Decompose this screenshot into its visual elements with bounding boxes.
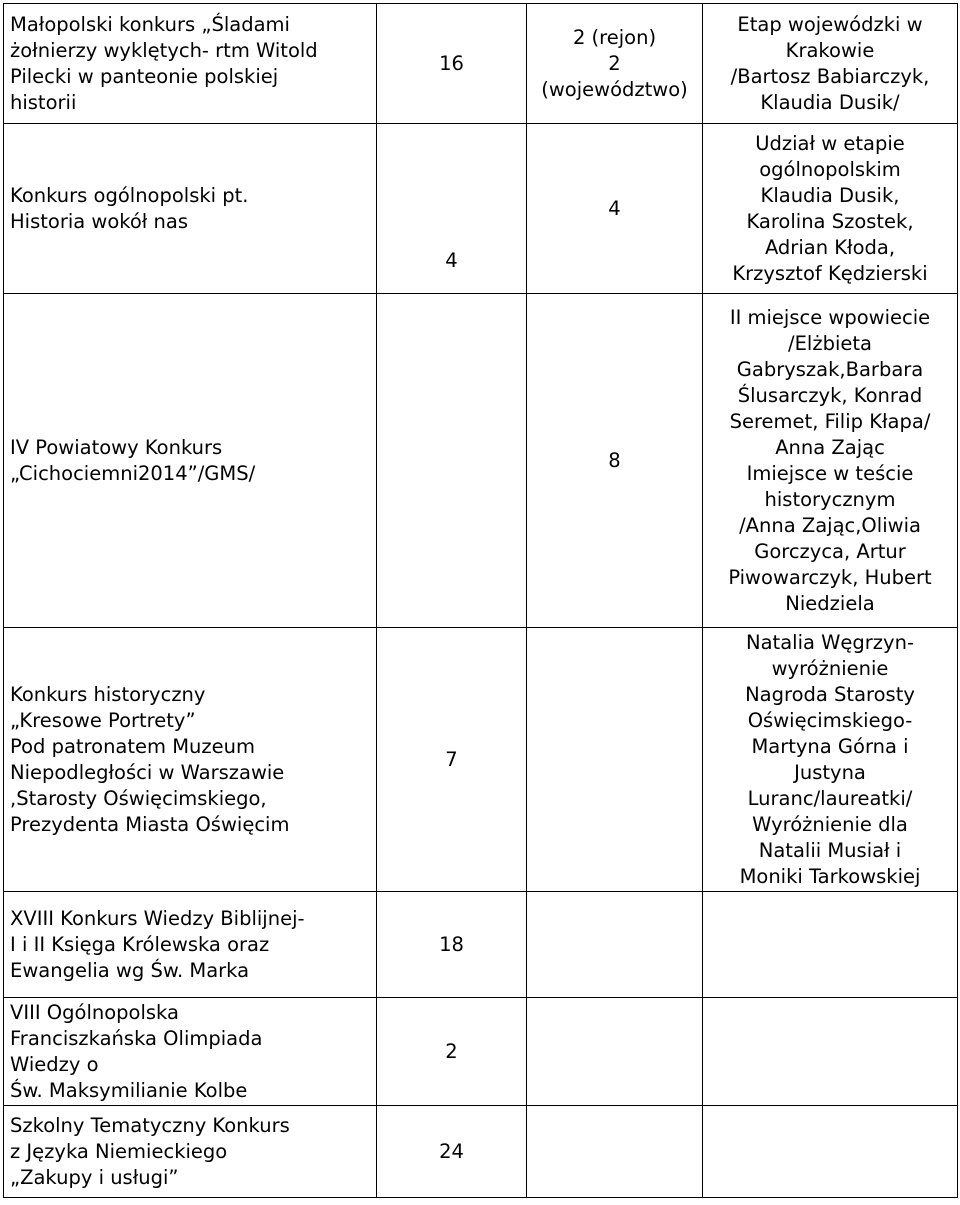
result-cell-line: Klaudia Dusik/ <box>760 90 900 114</box>
competition-name-cell-line: Konkurs ogólnopolski pt. <box>10 183 249 207</box>
result-cell-line: Gorczyca, Artur <box>754 539 906 563</box>
table-row <box>4 628 958 892</box>
participants-value: 2 <box>445 1039 458 1063</box>
result-cell <box>703 1106 958 1198</box>
table-row <box>4 294 958 628</box>
result-cell-line: wyróżnienie <box>771 656 889 680</box>
advanced-cell-line: (województwo) <box>541 77 688 101</box>
competition-name-cell-line: Św. Maksymilianie Kolbe <box>10 1078 248 1102</box>
participants-value: 18 <box>439 932 464 956</box>
table-row <box>4 998 958 1106</box>
competition-name-cell-line: IV Powiatowy Konkurs <box>10 435 223 459</box>
competition-name-cell-line: żołnierzy wyklętych- rtm Witold <box>10 38 318 62</box>
advanced-cell-line: 8 <box>608 448 621 472</box>
advanced-cell <box>527 294 703 628</box>
participants-cell <box>377 1106 527 1198</box>
competition-name-cell-line: Wiedzy o <box>10 1052 99 1076</box>
competition-name-cell-line: Pilecki w panteonie polskiej <box>10 64 279 88</box>
result-cell-line: Klaudia Dusik, <box>760 183 900 207</box>
result-cell-line: Imiejsce w teście <box>746 461 914 485</box>
result-cell-line: Martyna Górna i <box>751 734 909 758</box>
result-cell-line: Moniki Tarkowskiej <box>739 864 921 888</box>
result-cell-line: /Bartosz Babiarczyk, <box>730 64 930 88</box>
participants-cell <box>377 628 527 892</box>
advanced-cell-line: 4 <box>608 196 621 220</box>
result-cell-line: Natalia Węgrzyn- <box>746 630 914 654</box>
result-cell-line: Karolina Szostek, <box>746 209 914 233</box>
competition-name-cell <box>4 124 377 294</box>
participants-cell <box>377 4 527 124</box>
result-cell-line: II miejsce wpowiecie <box>729 305 931 329</box>
competition-name-cell-line: VIII Ogólnopolska <box>10 1000 179 1024</box>
competition-name-cell <box>4 294 377 628</box>
result-cell <box>703 124 958 294</box>
competition-name-cell-line: „Zakupy i usługi” <box>10 1165 179 1189</box>
result-cell-line: ogólnopolskim <box>759 157 901 181</box>
table-row <box>4 1106 958 1198</box>
competition-name-cell <box>4 998 377 1106</box>
result-cell-line: Seremet, Filip Kłapa/ <box>729 409 931 433</box>
competition-name-cell <box>4 4 377 124</box>
advanced-cell <box>527 998 703 1106</box>
advanced-cell <box>527 628 703 892</box>
result-cell <box>703 294 958 628</box>
result-cell-line: Niedziela <box>785 591 875 615</box>
participants-value: 16 <box>439 51 464 75</box>
result-cell-line: Oświęcimskiego- <box>747 708 913 732</box>
competition-name-cell-line: „Kresowe Portrety” <box>10 708 196 732</box>
table-row <box>4 124 958 294</box>
result-cell-line: historycznym <box>764 487 896 511</box>
participants-cell <box>377 124 527 294</box>
participants-cell <box>377 998 527 1106</box>
result-cell-line: Piwowarczyk, Hubert <box>728 565 932 589</box>
competition-name-cell-line: Konkurs historyczny <box>10 682 206 706</box>
competition-name-cell-line: Prezydenta Miasta Oświęcim <box>10 812 290 836</box>
result-cell-line: Udział w etapie <box>755 131 905 155</box>
competition-name-cell-line: ,Starosty Oświęcimskiego, <box>10 786 267 810</box>
advanced-cell <box>527 892 703 998</box>
participants-cell <box>377 294 527 628</box>
result-cell <box>703 892 958 998</box>
advanced-cell <box>527 4 703 124</box>
competition-name-cell-line: Pod patronatem Muzeum <box>10 734 255 758</box>
result-cell-line: Nagroda Starosty <box>745 682 915 706</box>
advanced-cell <box>527 1106 703 1198</box>
competition-name-cell-line: I i II Księga Królewska oraz <box>10 932 270 956</box>
result-cell-line: Justyna <box>794 760 866 784</box>
result-cell-line: Ślusarczyk, Konrad <box>737 383 923 407</box>
result-cell-line: /Elżbieta <box>788 331 872 355</box>
competition-name-cell-line: Małopolski konkurs „Śladami <box>10 12 290 36</box>
table-body <box>4 4 958 1198</box>
competition-name-cell-line: Ewangelia wg Św. Marka <box>10 958 250 982</box>
result-cell-line: Krzysztof Kędzierski <box>732 261 928 285</box>
competition-name-cell-line: Szkolny Tematyczny Konkurs <box>10 1113 290 1137</box>
competition-name-cell <box>4 1106 377 1198</box>
result-cell-line: Gabryszak,Barbara <box>736 357 924 381</box>
competition-name-cell-line: Niepodległości w Warszawie <box>10 760 285 784</box>
participants-cell <box>377 892 527 998</box>
advanced-cell-line: 2 (rejon) <box>572 25 657 49</box>
result-cell-line: Anna Zając <box>775 435 885 459</box>
competition-name-cell-line: Historia wokół nas <box>10 209 189 233</box>
participants-value: 24 <box>439 1139 464 1163</box>
advanced-cell <box>527 124 703 294</box>
competition-name-cell <box>4 628 377 892</box>
result-cell <box>703 4 958 124</box>
advanced-cell-line: 2 <box>608 51 621 75</box>
result-cell <box>703 628 958 892</box>
competition-name-cell-line: historii <box>10 90 77 114</box>
result-cell-line: Etap wojewódzki w <box>737 12 923 36</box>
table-row <box>4 892 958 998</box>
competition-name-cell-line: Franciszkańska Olimpiada <box>10 1026 263 1050</box>
result-cell-line: Wyróżnienie dla <box>752 812 908 836</box>
participants-value: 7 <box>445 747 458 771</box>
competition-name-cell <box>4 892 377 998</box>
competition-results-table <box>3 3 958 1198</box>
competition-name-cell-line: „Cichociemni2014”/GMS/ <box>10 461 256 485</box>
competition-name-cell-line: XVIII Konkurs Wiedzy Biblijnej- <box>10 906 305 930</box>
result-cell-line: Luranc/laureatki/ <box>747 786 913 810</box>
participants-value: 4 <box>445 248 458 272</box>
result-cell-line: Natalii Musiał i <box>758 838 902 862</box>
result-cell-line: Adrian Kłoda, <box>764 235 896 259</box>
table-row <box>4 4 958 124</box>
competition-name-cell-line: z Języka Niemieckiego <box>10 1139 228 1163</box>
result-cell <box>703 998 958 1106</box>
result-cell-line: /Anna Zając,Oliwia <box>739 513 921 537</box>
result-cell-line: Krakowie <box>785 38 875 62</box>
